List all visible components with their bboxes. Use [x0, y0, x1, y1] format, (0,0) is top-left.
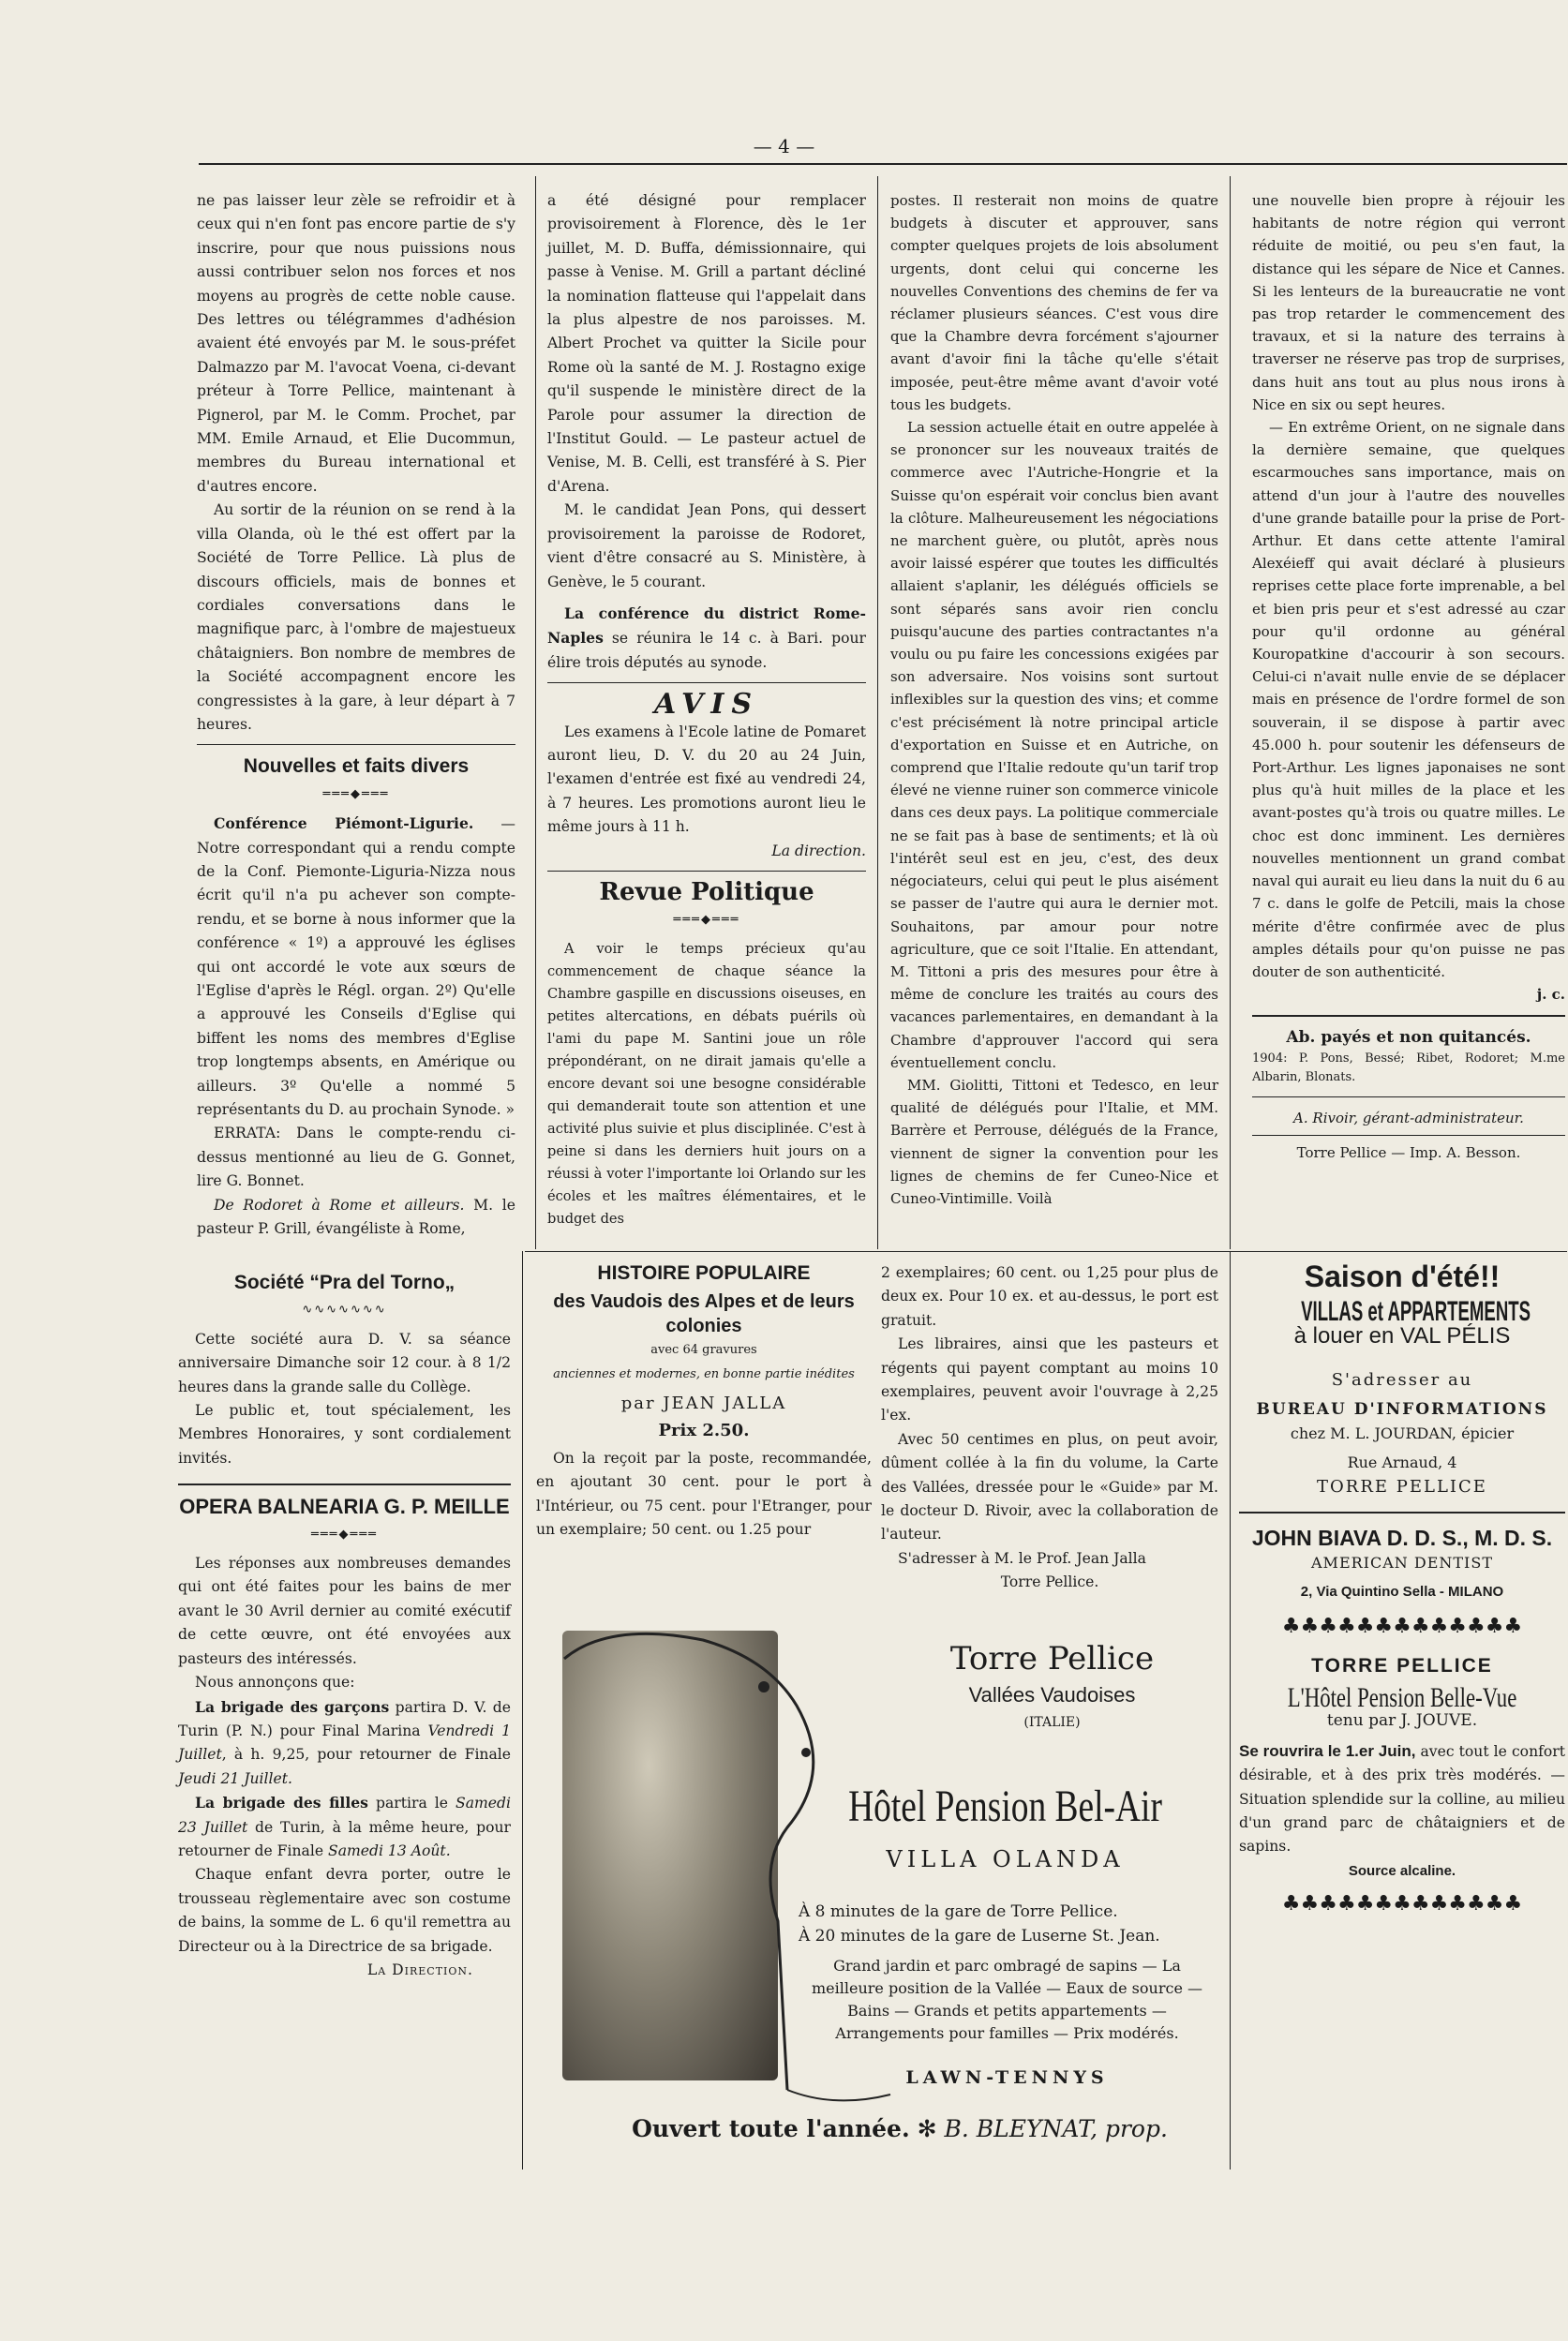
- column-4: [1252, 189, 1565, 1164]
- belair-line: Grand jardin et parc ombragé de sapins — La meilleure position de la Vallée — Eaux de source — Bains — Grands et petits appartements — Arrangements pour familles — Prix modérés.: [812, 1957, 1202, 2042]
- histoire-text: S'adresser à M. le Prof. Jean Jalla: [898, 1549, 1146, 1567]
- belair-footer: [590, 2115, 1209, 2142]
- pra-del-torno-notice: [178, 1261, 511, 1982]
- column-2: [547, 189, 866, 1230]
- belair-country: (ITALIE): [1023, 1715, 1081, 1730]
- belair-open: Ouvert toute l'année.: [632, 2115, 910, 2142]
- article-text: — En extrême Orient, on ne signale dans la dernière semaine, que quelques escarmouches sans importance, mais on attend d'un jour à l'autre des nouvelles d'une grande bataille pour la prise de Port-Arthur. Et dans cette attente l'amiral Alexéieff qui avait déclaré à plusieurs reprises cette place forte imprenable, a bel et bien pris peur et s'est adressé au czar pour qu'il ordonne au général Kouropatkine d'accourir à son secours. Celui-ci n'avait nulle envie de se déplacer mais en présence de l'ordre formel de son souverain, il se dispose à partir avec 45.000 h. pour soutenir les défenseurs de Port-Arthur. Les lignes japonaises ne sont plus qu'à huit milles de la place et les avant-postes qu'à trois ou quatre milles. Le choc est donc imminent. Les dernières nouvelles mentionnent un grand combat naval qui aurait eu lieu dans la nuit du 6 au 7 c. dans le golfe de Petcili, mais la chose mérite d'être confirmée avec de plus amples détails pour qu'on puisse ne pas douter de son authenticité.: [1252, 419, 1565, 980]
- news-text: se réunira le 14 c. à Bari. pour élire trois députés au synode.: [547, 630, 866, 671]
- column-divider: [1230, 176, 1231, 1249]
- opera-text: partira le: [367, 1795, 456, 1812]
- histoire-sub: avec 64 gravures: [650, 1343, 757, 1358]
- pra-title: Société “Pra del Torno„: [233, 1272, 455, 1293]
- bellevue-text: avec tout le confort désirable, et à des prix très modérés. — Situation splendide sur la colline, au milieu d'un grand parc de châtaigniers et de sapins.: [1239, 1742, 1565, 1856]
- belair-villa: VILLA OLANDA: [886, 1846, 1125, 1872]
- date: Jeudi 21 Juillet.: [178, 1769, 292, 1787]
- column-divider: [877, 176, 878, 1249]
- divider: [1252, 1135, 1565, 1136]
- signature: j. c.: [1536, 986, 1565, 1004]
- article-text: M. le candidat Jean Pons, qui dessert provisoirement la paroisse de Rodoret, vient d'être consacré au S. Ministère, à Genève, le 5 courant.: [547, 501, 866, 590]
- histoire-ad-left: [536, 1261, 872, 1542]
- divider: [178, 1484, 511, 1485]
- saison-bureau: BUREAU D'INFORMATIONS: [1256, 1399, 1548, 1419]
- divider: [547, 682, 866, 683]
- biava-role: AMERICAN DENTIST: [1311, 1553, 1493, 1572]
- opera-text: , à h. 9,25, pour retourner de Finale: [221, 1746, 511, 1764]
- column-1: [197, 189, 515, 1241]
- histoire-subtitle: des Vaudois des Alpes et de leurs colonies: [553, 1291, 855, 1336]
- histoire-price: Prix 2.50.: [658, 1421, 750, 1441]
- ornament: ═══◆═══: [311, 1527, 378, 1542]
- histoire-text: Les libraires, ainsi que les pasteurs et régents qui payent comptant au moins 10 exemplaires, peuvent avoir l'ouvrage à 2,25 l'ex.: [881, 1335, 1218, 1424]
- column-divider: [535, 176, 536, 1249]
- section-rule: [525, 1251, 1567, 1252]
- errata: ERRATA: Dans le compte-rendu ci-dessus mentionné au lieu de G. Gonnet, lire G. Bonnet.: [197, 1125, 515, 1190]
- divider: [1239, 1512, 1565, 1513]
- ornament: ∿∿∿∿∿∿∿: [302, 1303, 387, 1318]
- ornament-frieze: ♣♣♣♣♣♣♣♣♣♣♣♣♣: [1281, 1615, 1523, 1639]
- ornament: ═══◆═══: [322, 786, 390, 801]
- article-text: ne pas laisser leur zèle se refroidir et à ceux qui n'en font pas encore partie de s'y inscrire, pour que nous puissions nous aussi contribuer selon nos forces et nos moyens au progrès de cette noble cause. Des lettres ou télégrammes d'adhésion avaient été envoyés par M. le sous-préfet Dalmazzo par M. l'avocat Voena, ci-devant préteur à Torre Pellice, maintenant à Pignerol, par M. le Comm. Prochet, par MM. Emile Arnaud, et Elie Ducommun, membres du Bureau international et d'autres encore.: [197, 192, 515, 495]
- avis-text: Les examens à l'Ecole latine de Pomaret auront lieu, D. V. du 20 au 24 Juin, l'examen d'entrée est fixé au vendredi 24, à 7 heures. Les promotions auront lieu le même jours à 11 h.: [547, 723, 866, 836]
- saison-rue: Rue Arnaud, 4: [1347, 1454, 1457, 1472]
- divider: [547, 871, 866, 872]
- histoire-ad-right: [881, 1261, 1218, 1595]
- saison-villas: VILLAS et APPARTEMENTS: [1301, 1296, 1531, 1328]
- belair-town: Torre Pellice: [949, 1640, 1155, 1677]
- belair-name: Hôtel Pension Bel-Air: [848, 1782, 1162, 1831]
- star-icon: ✻: [917, 2115, 937, 2142]
- article-text: La session actuelle était en outre appelée à se prononcer sur les nouveaux traités de commerce avec l'Autriche-Hongrie et la Suisse qu'on espérait voir conclus bien avant la clôture. Malheureusement les négociations ne marchent guère, ou plutôt, après nous avoir laissé espérer que toutes les difficultés allaient s'aplanir, les délégués officiels se sont séparés sans avoir rien conclu puisqu'aucune des parties contractantes n'a voulu ou pu faire les concessions exigées par son adversaire. Nos voisins sont surtout inflexibles sur la question des vins; et comme c'est précisément là notre principal article d'exportation en Suisse et en Autriche, on comprend que l'Italie redoute qu'un tarif trop élevé ne vienne ruiner son commerce vinicole dans ces deux pays. La politique commerciale ne se fait pas à base de sentiments; et là où l'intérêt seul est en jeu, c'est, des deux négociateurs, celui qui peut le plus aisément se passer de l'autre qui aura le dernier mot. Souhaitons, par amour pour notre agriculture, que ce soit l'Italie. En attendant, M. Tittoni a pris des mesures pour être à même de conclure les traités au cours des vacances parlementaires, en demandant à la Chambre d'approuver l'accord qui sera éventuellement conclu.: [890, 419, 1218, 1071]
- biava-addr: 2, Via Quintino Sella - MILANO: [1300, 1584, 1504, 1601]
- saison-chez: chez M. L. JOURDAN, épicier: [1290, 1424, 1515, 1443]
- article-text: postes. Il resterait non moins de quatre budgets à discuter et approuver, sans compter quelques projets de lois absolument urgents, dont celui qui concerne les nouvelles Conventions des chemins de fer va réclamer plusieurs séances. C'est vous dire que la Chambre devra forcément s'ajourner avant d'avoir fini la tâche qu'elle s'était imposée, peut-être même avant d'avoir voté tous les budgets.: [890, 192, 1218, 413]
- brigade-filles: La brigade des filles: [195, 1794, 368, 1812]
- pra-text: Cette société aura D. V. sa séance anniversaire Dimanche soir 12 cour. à 8 1/2 heures dans la grande salle du Collège.: [178, 1330, 511, 1395]
- gerant: A. Rivoir, gérant-administrateur.: [1293, 1109, 1524, 1126]
- opera-text: Chaque enfant devra porter, outre le trousseau règlementaire avec son costume de bains, la somme de L. 6 qu'il remettra au Directeur ou à la Directrice de sa brigade.: [178, 1866, 511, 1955]
- belair-vallees: Vallées Vaudoises: [968, 1683, 1136, 1707]
- saison-adresser: S'adresser au: [1331, 1370, 1473, 1391]
- bellevue-town: TORRE PELLICE: [1311, 1655, 1493, 1677]
- article-text: MM. Giolitti, Tittoni et Tedesco, en leur qualité de délégués pour l'Italie, et MM. Barrère et Perrouse, délégués de la France, viennent de signer la convention pour les lignes de chemins de fer Cuneo-Nice et Cuneo-Vintimille. Voilà: [890, 1076, 1218, 1207]
- news-text: — Notre correspondant qui a rendu compte de la Conf. Piemonte-Liguria-Nizza nous écrit qu'il n'a pu achever son compte-rendu, et se borne à nous informer que la conférence « 1º) a approuvé les églises qui ont accordé le vote aux sœurs de l'Eglise d'après le Régl. organ. 2º) Qu'elle a approuvé les Conseils d'Eglise qui biffent les noms des membres d'Eglise trop longtemps absents, en Amérique ou ailleurs. 3º Qu'elle a nommé 5 représentants du D. au prochain Synode. »: [197, 815, 515, 1119]
- histoire-text: On la reçoit par la poste, recommandée, en ajoutant 30 cent. pour le port à l'Intérieur, ou 75 cent. pour l'Etranger, pour un exemplaire; 50 cent. ou 1.25 pour: [536, 1449, 872, 1539]
- pra-text: Le public et, tout spécialement, les Membres Honoraires, y sont cordialement invités.: [178, 1402, 511, 1467]
- avis-title: AVIS: [653, 688, 760, 722]
- opera-title: OPERA BALNEARIA G. P. MEILLE: [179, 1495, 510, 1519]
- ab-text: 1904: P. Pons, Bessé; Ribet, Rodoret; M.me Albarin, Blonats.: [1252, 1051, 1565, 1084]
- histoire-author: par JEAN JALLA: [620, 1394, 787, 1414]
- page-number: — 4 —: [753, 135, 815, 157]
- biava-name: JOHN BIAVA D. D. S., M. D. S.: [1251, 1526, 1553, 1551]
- imprint: Torre Pellice — Imp. A. Besson.: [1296, 1143, 1521, 1161]
- divider: [1252, 1015, 1565, 1017]
- news-title: De Rodoret à Rome et ailleurs.: [214, 1196, 465, 1214]
- opera-signature: La Direction.: [366, 1961, 473, 1978]
- belair-prop: B. BLEYNAT, prop.: [944, 2115, 1168, 2142]
- histoire-sub: anciennes et modernes, en bonne partie inédites: [553, 1366, 855, 1381]
- article-text: Au sortir de la réunion on se rend à la villa Olanda, où le thé est offert par la Société de Torre Pellice. Là plus de discours officiels, mais de bonnes et cordiales conversations dans le magnifique parc, à l'ombre de majestueux châtaigniers. Bon nombre de membres de la Société accompagnent encore les congressistes à la gare, à leur départ à 7 heures.: [197, 501, 515, 733]
- ornament: ═══◆═══: [673, 913, 740, 928]
- ornament-frieze: ♣♣♣♣♣♣♣♣♣♣♣♣♣: [1281, 1892, 1523, 1916]
- column-3: [890, 189, 1218, 1210]
- column-divider: [1230, 1251, 1231, 2170]
- article-text: une nouvelle bien propre à réjouir les habitants de notre région qui verront réduite de moitié, ou peu s'en faut, la distance qui les sépare de Nice et Cannes. Si les lenteurs de la bureaucratie ne vont pas trop retarder le commencement des travaux, et si la nature des terrains à traverser ne réserve pas trop de surprises, dans huit ans tout au plus nous irons à Nice en six ou sept heures.: [1252, 192, 1565, 413]
- section-heading: Nouvelles et faits divers: [243, 755, 470, 778]
- bellevue-source: Source alcaline.: [1348, 1862, 1456, 1879]
- saison-title: Saison d'été!!: [1304, 1260, 1501, 1293]
- belair-tennis: LAWN-TENNYS: [905, 2067, 1109, 2088]
- saison-town: TORRE PELLICE: [1317, 1476, 1487, 1497]
- date: Samedi 13 Août.: [328, 1841, 451, 1859]
- divider: [1252, 1096, 1565, 1097]
- news-title: La conférence du district Rome-Naples: [547, 604, 866, 648]
- column-divider: [522, 1251, 523, 2170]
- histoire-text: Avec 50 centimes en plus, on peut avoir, dûment collée à la fin du volume, la Carte des Vallées, dressée pour le «Guide» par M. le docteur D. Rivoir, avec la collaboration de l'auteur.: [881, 1430, 1218, 1543]
- date: Vendredi 1 Juillet: [178, 1722, 511, 1764]
- date: Samedi 23 Juillet: [178, 1795, 511, 1836]
- belair-line: À 20 minutes de la gare de Luserne St. Jean.: [799, 1927, 1160, 1946]
- bellevue-name: L'Hôtel Pension Belle-Vue: [1287, 1681, 1517, 1713]
- histoire-text: Torre Pellice.: [1000, 1573, 1099, 1591]
- opera-text: de Turin, à la même heure, pour retourner de Finale: [178, 1818, 511, 1859]
- bellevue-rouvrira: Se rouvrira le 1.er Juin,: [1239, 1741, 1416, 1760]
- divider: [197, 744, 515, 745]
- opera-text: Nous annonçons que:: [195, 1674, 355, 1692]
- header-rule: [199, 163, 1567, 165]
- revue-text: A voir le temps précieux qu'au commencement de chaque séance la Chambre gaspille en discussions oiseuses, en petites altercations, en débats puérils où l'ami du pape M. Santini joue un rôle prépondérant, on ne dirait jamais qu'elle a encore devant soi une besogne considérable qui demanderait toute son attention et une activité plus suivie et plus disciplinée. C'est à peine si dans les derniers huit jours on a réussi à voter l'importante loi Orlando sur les écoles et les maîtres élémentaires, et le budget des: [547, 940, 866, 1227]
- histoire-title: HISTOIRE POPULAIRE: [597, 1262, 811, 1284]
- belair-ad: [553, 1621, 1214, 2160]
- saison-louer: à louer en VAL PÉLIS: [1293, 1322, 1511, 1349]
- opera-text: Les réponses aux nombreuses demandes qui ont été faites pour les bains de mer avant le 30 Avril dernier au comité exécutif de cette œuvre, ont été envoyées aux pasteurs des intéressés.: [178, 1555, 511, 1667]
- saison-ad: [1239, 1260, 1565, 1916]
- article-text: a été désigné pour remplacer provisoirement à Florence, dès le 1er juillet, M. D. Buffa, démissionnaire, qui passe à Venise. M. Grill a partant décliné la nomination flatteuse qui l'appelait dans la plus alpestre de nos paroisses. M. Albert Prochet va quitter la Sicile pour Rome où la santé de M. J. Rostagno exige qu'il suspende le ministère direct de la Parole pour assumer la direction de l'Institut Gould. — Le pasteur actuel de Venise, M. B. Celli, est transféré à S. Pier d'Arena.: [547, 192, 866, 495]
- news-text: M. le pasteur P. Grill, évangéliste à Rome,: [197, 1196, 515, 1238]
- revue-title: Revue Politique: [599, 877, 814, 906]
- news-title: Conférence Piémont-Ligurie.: [214, 814, 474, 833]
- opera-text: partira D. V. de Turin (P. N.) pour Final Marina: [178, 1698, 511, 1739]
- brigade-garcons: La brigade des garçons: [195, 1697, 390, 1716]
- belair-line: À 8 minutes de la gare de Torre Pellice.: [799, 1902, 1118, 1921]
- bellevue-tenu: tenu par J. JOUVE.: [1326, 1711, 1478, 1731]
- avis-signature: La direction.: [771, 842, 866, 859]
- histoire-text: 2 exemplaires; 60 cent. ou 1,25 pour plus de deux ex. Pour 10 ex. et au-dessus, le port est gratuit.: [881, 1264, 1218, 1329]
- ab-title: Ab. payés et non quitancés.: [1286, 1028, 1531, 1048]
